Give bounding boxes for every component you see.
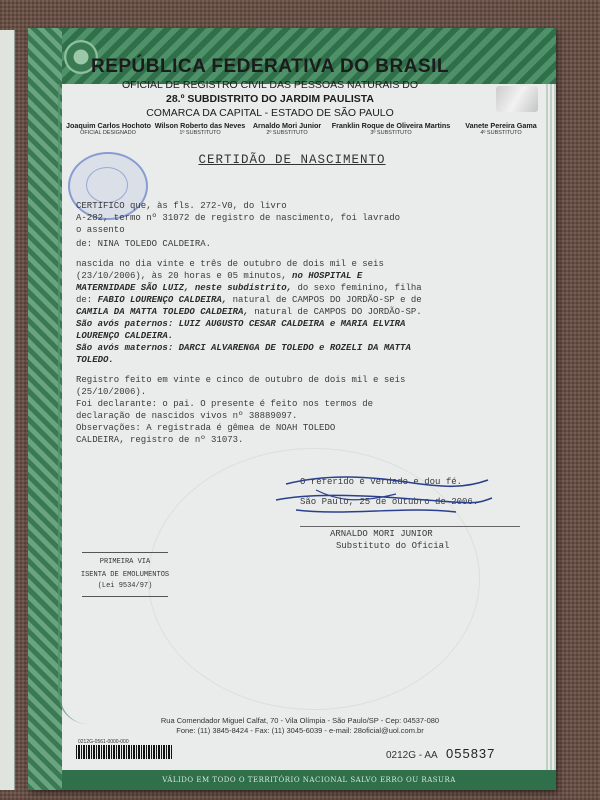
body-line-16: Foi declarante: o pai. O presente é feito nos termos de	[76, 399, 374, 409]
paternal-grandparents-cont: LOURENÇO CALDEIRA.	[76, 331, 174, 341]
footer-address: Rua Comendador Miguel Calfat, 70 - Vila Olímpia - São Paulo/SP - Cep: 04537-080	[160, 716, 440, 725]
officer-5	[456, 121, 546, 136]
officer-name: Arnaldo Mori Junior	[252, 121, 322, 130]
label-de: de:	[76, 239, 98, 249]
body-line-15: (25/10/2006).	[76, 387, 147, 397]
officer-role: 1º SUBSTITUTO	[179, 130, 221, 136]
hologram-seal	[496, 86, 538, 112]
father-origin: natural de CAMPOS DO JORDÃO-SP e de	[227, 295, 422, 305]
validity-band	[62, 770, 556, 790]
signature-line	[300, 526, 520, 527]
body-line-1: CERTIFICO que, às fls. 272-V0, do livro	[76, 201, 287, 211]
paternal-grandparents: São avós paternos: LUIZ AUGUSTO CESAR CALDEIRA e MARIA ELVIRA	[76, 319, 406, 329]
signer-role: Substituto do Oficial	[336, 541, 450, 551]
barcode	[76, 745, 172, 759]
officer-role: 3º SUBSTITUTO	[370, 130, 412, 136]
footer-contact: Fone: (11) 3845-8424 - Fax: (11) 3045-6039 - e-mail: 28oficial@uol.com.br	[176, 726, 424, 735]
stamp-ring	[86, 167, 128, 203]
adjacent-document-edge	[0, 30, 15, 790]
serial-code: 0212G - AA	[386, 750, 438, 761]
officer-name: Franklin Roque de Oliveira Martins	[331, 121, 451, 130]
country-heading: REPÚBLICA FEDERATIVA DO BRASIL	[90, 56, 450, 77]
officer-4	[330, 121, 452, 136]
officer-1	[66, 121, 150, 136]
body-line-6	[76, 270, 520, 282]
officer-2	[154, 121, 246, 136]
body-line-3: o assento	[76, 225, 125, 235]
handwritten-signature	[256, 470, 496, 520]
body-line-8	[76, 294, 520, 306]
maternal-grandparents: São avós maternos: DARCI ALVARENGA DE TOLEDO e ROZELI DA MATTA	[76, 343, 411, 353]
registrant-name: NINA TOLEDO CALDEIRA.	[97, 239, 212, 249]
office-heading: OFICIAL DE REGISTRO CIVIL DAS PESSOAS NATURAIS DO	[121, 79, 418, 91]
attestation-line: O referido é verdade e dou fé.	[300, 477, 463, 487]
body-line-5: nascida no dia vinte e três de outubro de dois mil e seis	[76, 259, 384, 269]
validity-text: VÁLIDO EM TODO O TERRITÓRIO NACIONAL SALVO ERRO OU RASURA	[162, 776, 456, 784]
body-line-18: Observações: A registrada é gêmea de NOAH TOLEDO	[76, 423, 336, 433]
officer-role: OFICIAL DESIGNADO	[80, 130, 136, 136]
document-title: CERTIDÃO DE NASCIMENTO	[198, 153, 386, 167]
place-date-line: São Paulo, 25 de outubro de 2006.	[300, 497, 479, 507]
mother-origin: natural de CAMPOS DO JORDÃO-SP.	[248, 307, 422, 317]
officer-3	[248, 121, 326, 136]
officer-name: Vanete Pereira Gama	[465, 121, 537, 130]
body-line-17: declaração de nascidos vivos nº 38889097.	[76, 411, 298, 421]
fee-box-line-1: PRIMEIRA VIA	[99, 558, 151, 566]
body-line-2: A-282, termo nº 31072 de registro de nascimento, foi lavrado	[76, 213, 401, 223]
officer-name: Wilson Roberto das Neves	[154, 121, 246, 130]
security-strip	[546, 84, 556, 784]
fee-box-line-3: (Lei 9534/97)	[97, 582, 153, 590]
label-de: de:	[76, 295, 98, 305]
officer-role: 4º SUBSTITUTO	[480, 130, 522, 136]
body-line-7	[76, 282, 520, 294]
hospital-text: no HOSPITAL E	[292, 271, 363, 281]
officer-name: Joaquim Carlos Hochoto	[66, 121, 152, 130]
birth-time-text: (23/10/2006), às 20 horas e 05 minutos,	[76, 271, 293, 281]
barcode-label: 0212G-0561-0000-000	[78, 739, 129, 745]
officers-row	[66, 121, 548, 145]
sex-text: do sexo feminino, filha	[292, 283, 422, 293]
mother-name: CAMILA DA MATTA TOLEDO CALDEIRA,	[76, 307, 249, 317]
hospital-text-cont: MATERNIDADE SÃO LUIZ, neste subdistrito,	[76, 283, 293, 293]
signer-name: ARNALDO MORI JUNIOR	[330, 529, 433, 539]
body-line-19: CALDEIRA, registro de nº 31073.	[76, 435, 244, 445]
district-heading: COMARCA DA CAPITAL - ESTADO DE SÃO PAULO	[146, 107, 394, 119]
body-line-4	[76, 238, 520, 250]
father-name: FABIO LOURENÇO CALDEIRA,	[97, 295, 228, 305]
fee-box-line-2: ISENTA DE EMOLUMENTOS	[80, 571, 170, 579]
maternal-grandparents-cont: TOLEDO.	[76, 355, 114, 365]
serial-number: 055837	[446, 746, 496, 761]
fee-box-top-rule	[82, 552, 168, 553]
body-line-9	[76, 306, 520, 318]
guilloche-left-band	[28, 28, 62, 790]
officer-role: 2º SUBSTITUTO	[266, 130, 308, 136]
fee-box-bottom-rule	[82, 596, 168, 597]
subdistrict-heading: 28.º SUBDISTRITO DO JARDIM PAULISTA	[165, 93, 375, 105]
body-line-14: Registro feito em vinte e cinco de outubro de dois mil e seis	[76, 375, 406, 385]
